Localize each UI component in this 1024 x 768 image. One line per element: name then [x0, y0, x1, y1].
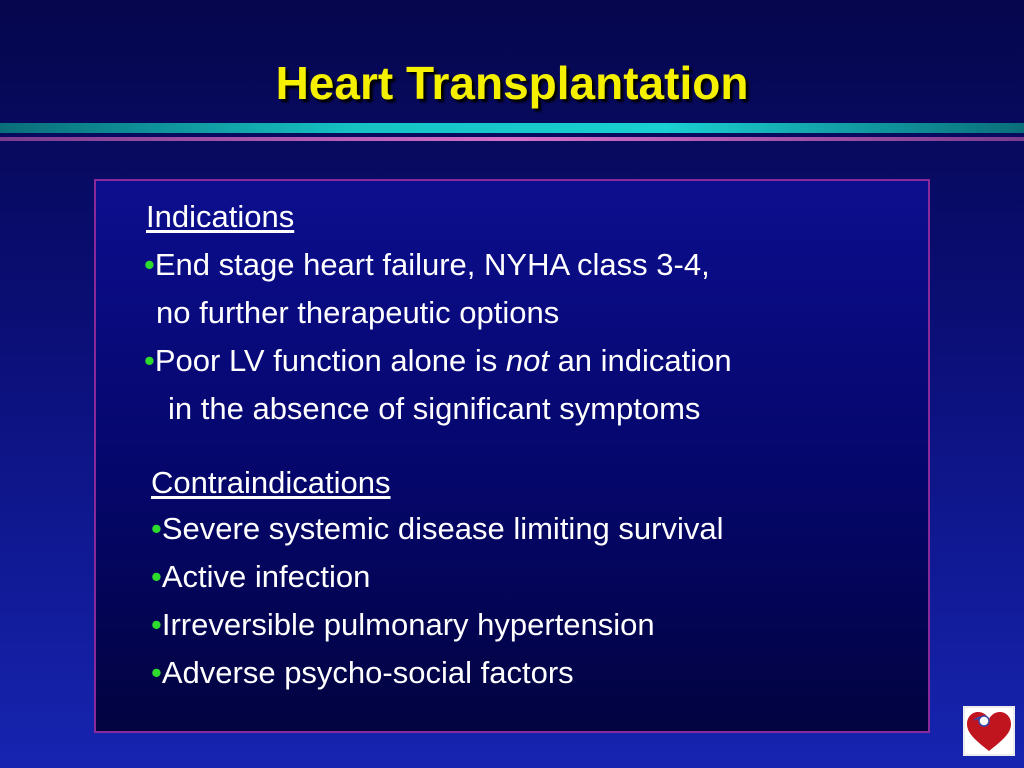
indication-item-2-line-2: in the absence of significant symptoms [168, 391, 701, 426]
contraindication-text: Adverse psycho-social factors [161, 655, 574, 690]
contraindication-item [151, 649, 574, 697]
bullet: • [144, 247, 155, 282]
contraindication-item [151, 553, 370, 601]
contraindications-heading: Contraindications [151, 465, 391, 500]
title-divider-pink [0, 137, 1024, 141]
heart-logo-icon [963, 706, 1015, 756]
bullet: • [151, 559, 162, 594]
contraindication-text: Severe systemic disease limiting survival [161, 511, 724, 546]
contraindication-text: Active infection [161, 559, 371, 594]
bullet: • [144, 343, 155, 378]
title-divider-teal [0, 123, 1024, 133]
indication-item-2-emphasis: not [505, 343, 549, 378]
slide-title: Heart Transplantation [275, 57, 749, 109]
bullet: • [151, 511, 162, 546]
indication-item-2-text-start: Poor LV function alone is [154, 343, 506, 378]
bullet: • [151, 655, 162, 690]
contraindication-text: Irreversible pulmonary hypertension [161, 607, 655, 642]
indications-heading: Indications [146, 199, 295, 234]
contraindication-item [151, 601, 655, 649]
indication-item-2-text-end: an indication [548, 343, 732, 378]
indication-item-1-text: End stage heart failure, NYHA class 3-4, [154, 247, 710, 282]
indication-item-1-line-2: no further therapeutic options [156, 295, 560, 330]
indication-item-1-line-1 [144, 241, 710, 289]
bullet: • [151, 607, 162, 642]
indication-item-2-line-1 [144, 337, 732, 385]
contraindication-item [151, 505, 724, 553]
heart-logo-graphic [963, 706, 1015, 756]
